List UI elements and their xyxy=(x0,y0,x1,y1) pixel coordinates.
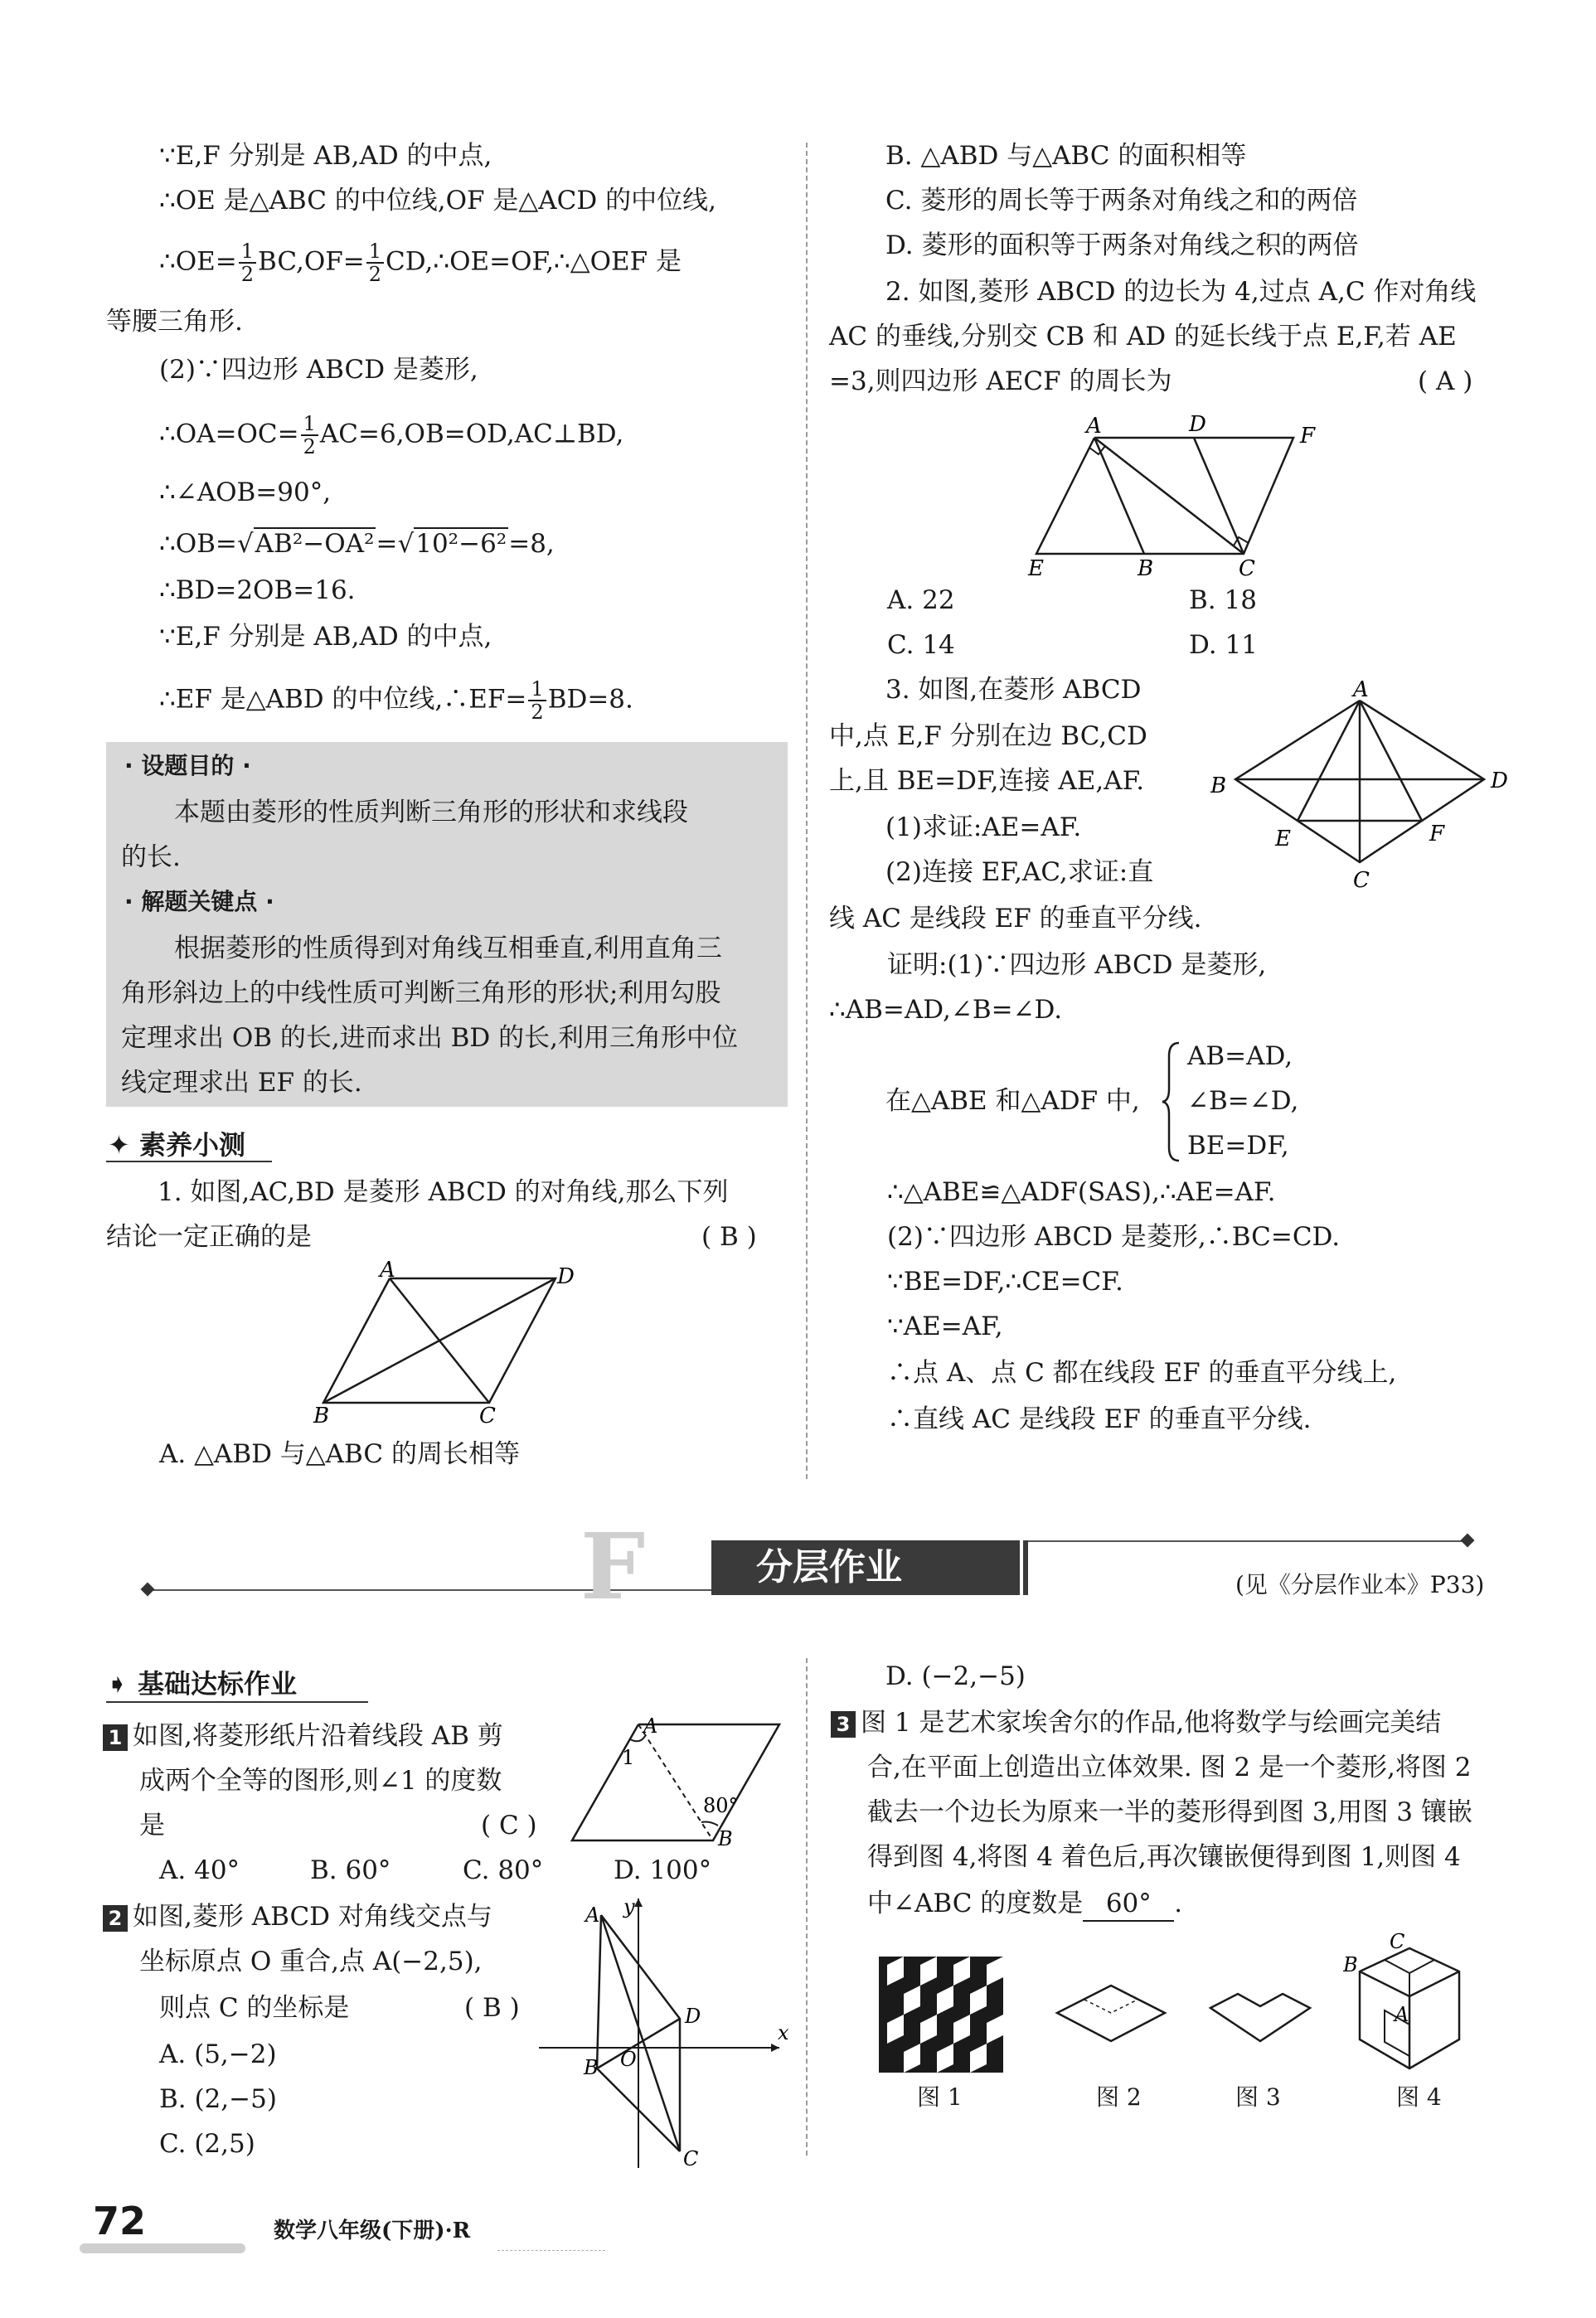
question-text: 合,在平面上创造出立体效果. 图 2 是一个菱形,将图 2 xyxy=(867,1753,1472,1782)
text-run: AC=6,OB=OD,AC⊥BD, xyxy=(319,419,624,449)
fraction-numerator: 1 xyxy=(528,678,546,701)
solution-line: ∴BD=2OB=16. xyxy=(159,575,356,605)
rhombus-figure-q1 xyxy=(307,1260,589,1426)
question-number-badge: 3 xyxy=(831,1711,856,1738)
solution-line: ∴∠AOB=90°, xyxy=(159,478,332,507)
text-run: ∴OA=OC= xyxy=(159,419,299,449)
solution-line: ∵E,F 分别是 AB,AD 的中点, xyxy=(159,622,492,652)
fraction-denominator: 2 xyxy=(368,263,382,286)
label-b: B xyxy=(584,2056,599,2079)
rhombus-figure-q3 xyxy=(1210,672,1526,895)
proof-line: ∴AB=AD,∠B=∠D. xyxy=(829,995,1063,1025)
proof-condition: ∠B=∠D, xyxy=(1187,1086,1299,1116)
option-c: C. 14 xyxy=(887,630,955,660)
fraction xyxy=(366,240,384,285)
sqrt-radicand: AB²−OA² xyxy=(255,529,375,559)
figure-caption-2: 图 2 xyxy=(1096,2083,1142,2111)
question-text: 3. 如图,在菱形 ABCD xyxy=(885,675,1142,705)
text-run: = xyxy=(376,529,398,559)
x-axis-arrow xyxy=(771,2044,779,2052)
label-y: y xyxy=(623,1895,635,1918)
label-a: A xyxy=(1395,2003,1409,2026)
figure-caption-3: 图 3 xyxy=(1235,2083,1281,2111)
label-a: A xyxy=(1086,414,1102,439)
fraction-numerator: 1 xyxy=(301,413,318,436)
label-b: B xyxy=(313,1404,330,1426)
question-answer: ( B ) xyxy=(464,1993,520,2023)
box-paragraph: 根据菱形的性质得到对角线互相垂直,利用直角三 xyxy=(174,934,722,963)
label-a: A xyxy=(1353,677,1369,702)
fraction-denominator: 2 xyxy=(531,701,544,724)
question-number-badge: 1 xyxy=(103,1724,128,1751)
question-text: 如图,菱形 ABCD 对角线交点与 xyxy=(133,1902,492,1932)
question-text: 坐标原点 O 重合,点 A(−2,5), xyxy=(139,1947,483,1976)
system-brace xyxy=(1161,1040,1186,1164)
question-answer: ( C ) xyxy=(481,1811,537,1840)
proof-line: 在△ABE 和△ADF 中, xyxy=(885,1086,1140,1116)
rhombus-cut-figure xyxy=(564,1716,788,1857)
label-f: F xyxy=(1429,822,1445,846)
option-b: B. △ABD 与△ABC 的面积相等 xyxy=(885,141,1247,171)
label-angle-1: 1 xyxy=(622,1746,635,1769)
text-run: CD,∴OE=OF,∴△OEF 是 xyxy=(386,246,682,277)
text-run: BC,OF= xyxy=(258,246,365,277)
option-a: A. (5,−2) xyxy=(159,2039,277,2069)
option-d: D. 菱形的面积等于两条对角线之积的两倍 xyxy=(885,230,1359,260)
diagonal-bd xyxy=(323,1278,555,1403)
question-text: 中,点 E,F 分别在边 BC,CD xyxy=(829,721,1147,751)
question-text: 图 1 是艺术家埃舍尔的作品,他将数学与绘画完美结 xyxy=(861,1708,1442,1738)
proof-line: ∴直线 AC 是线段 EF 的垂直平分线. xyxy=(887,1404,1312,1434)
text-run: BD=8. xyxy=(547,684,633,715)
option-a: A. △ABD 与△ABC 的周长相等 xyxy=(159,1439,520,1469)
banner-title: 分层作业 xyxy=(756,1546,902,1588)
proof-line: 证明:(1)∵四边形 ABCD 是菱形, xyxy=(887,950,1267,980)
question-text: 是 xyxy=(139,1811,165,1840)
y-axis-arrow xyxy=(634,1899,643,1907)
fraction xyxy=(239,240,256,285)
question-text: (1)求证:AE=AF. xyxy=(885,812,1082,842)
fraction-numerator: 1 xyxy=(366,240,384,264)
segment-af xyxy=(1360,701,1422,821)
label-d: D xyxy=(1189,412,1206,437)
proof-line: ∴点 A、点 C 都在线段 EF 的垂直平分线上, xyxy=(887,1358,1397,1388)
option-d: D. 11 xyxy=(1189,630,1258,660)
chevron-fig3 xyxy=(1206,1990,1314,2048)
label-c: C xyxy=(1353,868,1370,893)
label-angle-80: 80° xyxy=(703,1794,739,1817)
question-text: 成两个全等的图形,则∠1 的度数 xyxy=(139,1766,502,1796)
box-paragraph: 本题由菱形的性质判断三角形的形状和求线段 xyxy=(174,798,688,827)
homework-question-1 xyxy=(103,1719,503,1753)
rhombus-outline xyxy=(572,1724,779,1840)
option-c: C. 菱形的周长等于两条对角线之和的两倍 xyxy=(885,186,1358,216)
right-angle-mark-c xyxy=(1234,537,1249,546)
proof-line: (2)∵四边形 ABCD 是菱形,∴BC=CD. xyxy=(887,1222,1341,1252)
quiz-section-title: 素养小测 xyxy=(138,1129,245,1161)
text-run: =8, xyxy=(508,529,555,559)
proof-line: ∴△ABE≌△ADF(SAS),∴AE=AF. xyxy=(887,1177,1276,1207)
option-c: C. (2,5) xyxy=(159,2129,255,2159)
banner-diamond-left xyxy=(141,1583,155,1597)
side-dc xyxy=(1194,438,1244,554)
label-b: B xyxy=(1343,1953,1358,1976)
text-run: 中∠ABC 的度数是 xyxy=(867,1889,1084,1918)
option-d: D. 100° xyxy=(614,1855,712,1885)
option-b: B. 18 xyxy=(1189,585,1257,615)
solution-line-with-fraction xyxy=(159,413,623,458)
right-angle-mark-a xyxy=(1089,446,1105,454)
question-text: 线 AC 是线段 EF 的垂直平分线. xyxy=(829,904,1202,934)
solution-line-with-fraction xyxy=(159,678,633,723)
cube-fig4 xyxy=(1343,1932,1492,2081)
rhombus-fig2 xyxy=(1053,1981,1169,2048)
label-c: C xyxy=(479,1404,496,1426)
rhombus-side-lines xyxy=(601,1915,680,2151)
figure-caption-4: 图 4 xyxy=(1396,2083,1442,2111)
question-text: AC 的垂线,分别交 CB 和 AD 的延长线于点 E,F,若 AE xyxy=(829,322,1457,352)
question-text: 得到图 4,将图 4 着色后,再次镶嵌便得到图 1,则图 4 xyxy=(867,1842,1461,1872)
banner-reference: (见《分层作业本》P33) xyxy=(1235,1571,1485,1598)
box-paragraph: 角形斜边上的中线性质可判断三角形的形状;利用勾股 xyxy=(121,978,721,1008)
option-d: D. (−2,−5) xyxy=(885,1661,1026,1691)
label-d: D xyxy=(685,2005,701,2028)
proof-condition: AB=AD, xyxy=(1187,1041,1293,1071)
aecf-outline xyxy=(1036,438,1293,554)
box-paragraph: 线定理求出 EF 的长. xyxy=(121,1068,362,1098)
coordinate-rhombus-figure xyxy=(531,1890,796,2172)
homework-question-3 xyxy=(831,1706,1441,1739)
solution-line: (2)∵四边形 ABCD 是菱形, xyxy=(159,355,478,385)
page-number: 72 xyxy=(93,2199,147,2243)
question-text: 上,且 BE=DF,连接 AE,AF. xyxy=(829,766,1145,796)
option-a: A. 40° xyxy=(159,1855,240,1885)
sqrt-radicand: 10²−6² xyxy=(415,529,507,559)
solution-line-with-fractions xyxy=(159,240,682,285)
section-underline xyxy=(106,1701,368,1703)
proof-line: ∵AE=AF, xyxy=(887,1312,1003,1341)
question-text: 结论一定正确的是 xyxy=(106,1222,312,1252)
label-a: A xyxy=(585,1903,600,1927)
option-b: B. 60° xyxy=(310,1855,391,1885)
question-answer: ( A ) xyxy=(1418,366,1473,396)
fraction-denominator: 2 xyxy=(240,263,255,286)
footer-rule xyxy=(497,2250,605,2251)
diamond-icon: ✦ xyxy=(108,1129,130,1161)
fraction-numerator: 1 xyxy=(239,240,256,264)
cut-line-ab xyxy=(638,1724,713,1840)
question-text-with-blank xyxy=(867,1887,1182,1922)
basic-section-title: 基础达标作业 xyxy=(137,1668,297,1700)
question-text: 1. 如图,AC,BD 是菱形 ABCD 的对角线,那么下列 xyxy=(158,1177,729,1207)
text-run: ∴OB= xyxy=(159,529,237,559)
side-ab xyxy=(1094,438,1144,554)
label-a: A xyxy=(643,1716,658,1738)
label-a: A xyxy=(380,1260,395,1283)
question-text: (2)连接 EF,AC,求证:直 xyxy=(885,857,1154,887)
fraction-denominator: 2 xyxy=(303,435,316,458)
arrow-icon: ➧ xyxy=(106,1668,129,1700)
banner-letter: F xyxy=(580,1513,646,1620)
question-text: =3,则四边形 AECF 的周长为 xyxy=(829,366,1172,396)
box-paragraph: 定理求出 OB 的长,进而求出 BD 的长,利用三角形中位 xyxy=(121,1023,738,1053)
fraction xyxy=(528,678,546,723)
diagonal-ac xyxy=(1094,438,1244,554)
solution-line: ∴OE 是△ABC 的中位线,OF 是△ACD 的中位线, xyxy=(159,186,716,216)
quiz-section-header xyxy=(108,1124,245,1162)
question-text: 2. 如图,菱形 ABCD 的边长为 4,过点 A,C 作对角线 xyxy=(885,277,1477,307)
box-title-key-points: · 解题关键点 · xyxy=(124,888,274,915)
proof-line: ∵BE=DF,∴CE=CF. xyxy=(887,1267,1123,1297)
question-text: 则点 C 的坐标是 xyxy=(159,1993,350,2023)
book-title: 数学八年级(下册)·R xyxy=(274,2219,471,2243)
question-text: 截去一个边长为原来一半的菱形得到图 3,用图 3 镶嵌 xyxy=(867,1797,1472,1827)
parallelogram-figure-q2 xyxy=(1020,405,1351,587)
label-d: D xyxy=(557,1264,575,1289)
option-b: B. (2,−5) xyxy=(159,2084,277,2114)
figure-caption-1: 图 1 xyxy=(917,2083,963,2111)
banner-diamond-right xyxy=(1461,1534,1475,1548)
column-divider-bottom xyxy=(806,1658,808,2156)
question-number-badge: 2 xyxy=(103,1905,128,1932)
box-title-purpose: · 设题目的 · xyxy=(124,752,251,779)
label-o: O xyxy=(620,2048,637,2071)
label-f: F xyxy=(1300,424,1316,449)
label-b: B xyxy=(1138,556,1154,581)
basic-section-header xyxy=(106,1663,297,1701)
text-run: ∴EF 是△ABD 的中位线,∴EF= xyxy=(159,684,527,715)
solution-line-with-sqrt: ∴OB=√AB²−OA²=√10²−6²=8, xyxy=(159,529,555,559)
section-underline xyxy=(106,1161,272,1162)
option-c: C. 80° xyxy=(463,1855,544,1885)
solution-line: 等腰三角形. xyxy=(106,307,243,337)
text-run: ∴OE= xyxy=(159,246,237,277)
box-paragraph: 的长. xyxy=(121,842,181,872)
label-d: D xyxy=(1491,769,1508,793)
segment-ae xyxy=(1298,701,1360,821)
homework-question-2 xyxy=(103,1900,492,1933)
option-a: A. 22 xyxy=(887,585,955,615)
page-number-bar xyxy=(80,2243,245,2253)
banner-rule-right xyxy=(1028,1540,1467,1542)
label-e: E xyxy=(1275,827,1291,851)
label-e: E xyxy=(1028,556,1044,581)
fraction xyxy=(301,413,318,458)
label-c: C xyxy=(683,2147,699,2170)
label-b: B xyxy=(1210,773,1227,798)
label-c: C xyxy=(1390,1932,1405,1953)
label-x: x xyxy=(778,2021,789,2044)
text-run: . xyxy=(1174,1889,1183,1918)
escher-tessellation-figure xyxy=(879,1957,1003,2073)
label-c: C xyxy=(1239,556,1255,581)
question-text: 如图,将菱形纸片沿着线段 AB 剪 xyxy=(133,1721,503,1751)
solution-line: ∵E,F 分别是 AB,AD 的中点, xyxy=(159,141,492,171)
question-answer: ( B ) xyxy=(701,1222,757,1252)
proof-condition: BE=DF, xyxy=(1187,1131,1289,1161)
answer-blank: 60° xyxy=(1083,1887,1174,1922)
banner-bar xyxy=(1023,1540,1028,1595)
column-divider-top xyxy=(806,143,808,1479)
label-b: B xyxy=(718,1827,733,1850)
